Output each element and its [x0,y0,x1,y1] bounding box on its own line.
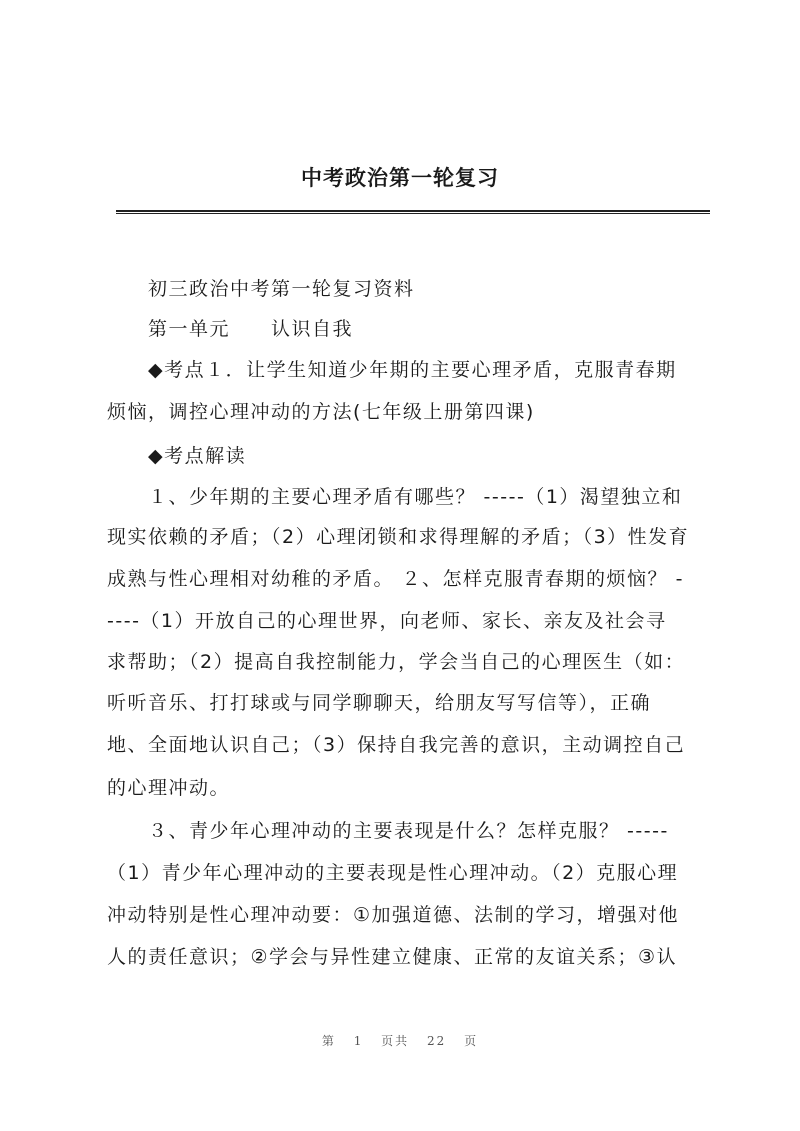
body-line: 现实依赖的矛盾；（2）心理闭锁和求得理解的矛盾；（3）性发育 [107,526,690,548]
body-line: 人的责任意识；②学会与异性建立健康、正常的友谊关系；③认 [107,946,678,968]
body-line: 的心理冲动。 [107,777,231,799]
footer-page-middle: 页共 [381,1034,410,1048]
footer-total-pages: 22 [427,1034,447,1048]
body-line: １、少年期的主要心理矛盾有哪些？ -----（1）渴望独立和 [107,486,683,508]
body-line: 地、全面地认识自己；（3）保持自我完善的意识，主动调控自己 [107,734,686,756]
body-line: 初三政治中考第一轮复习资料 [107,278,415,300]
body-line: 第一单元 认识自我 [107,318,354,340]
footer-page-prefix: 第 [321,1034,336,1048]
body-line: 冲动特别是性心理冲动要：①加强道德、法制的学习，增强对他 [107,904,680,926]
footer-page-suffix: 页 [464,1034,479,1048]
body-line: ◆考点解读 [107,445,247,467]
body-line: （1）青少年心理冲动的主要表现是性心理冲动。（2）克服心理 [107,862,679,884]
page-footer [0,1032,800,1049]
body-line: 听听音乐、打打球或与同学聊聊天，给朋友写写信等），正确 [107,692,652,714]
title-divider [116,210,710,214]
body-line: ３、青少年心理冲动的主要表现是什么？怎样克服？ ----- [107,820,669,842]
body-line: 求帮助；（2）提高自我控制能力，学会当自己的心理医生（如： [107,651,686,673]
body-line: 烦恼，调控心理冲动的方法(七年级上册第四课) [107,401,535,423]
body-line: ◆考点１．让学生知道少年期的主要心理矛盾，克服青春期 [107,359,677,381]
footer-page-number: 1 [353,1034,364,1048]
page-title: 中考政治第一轮复习 [301,165,499,190]
body-line: 成熟与性心理相对幼稚的矛盾。 ２、怎样克服青春期的烦恼？ - [107,568,684,590]
body-line: ----（1）开放自己的心理世界，向老师、家长、亲友及社会寻 [107,610,667,632]
